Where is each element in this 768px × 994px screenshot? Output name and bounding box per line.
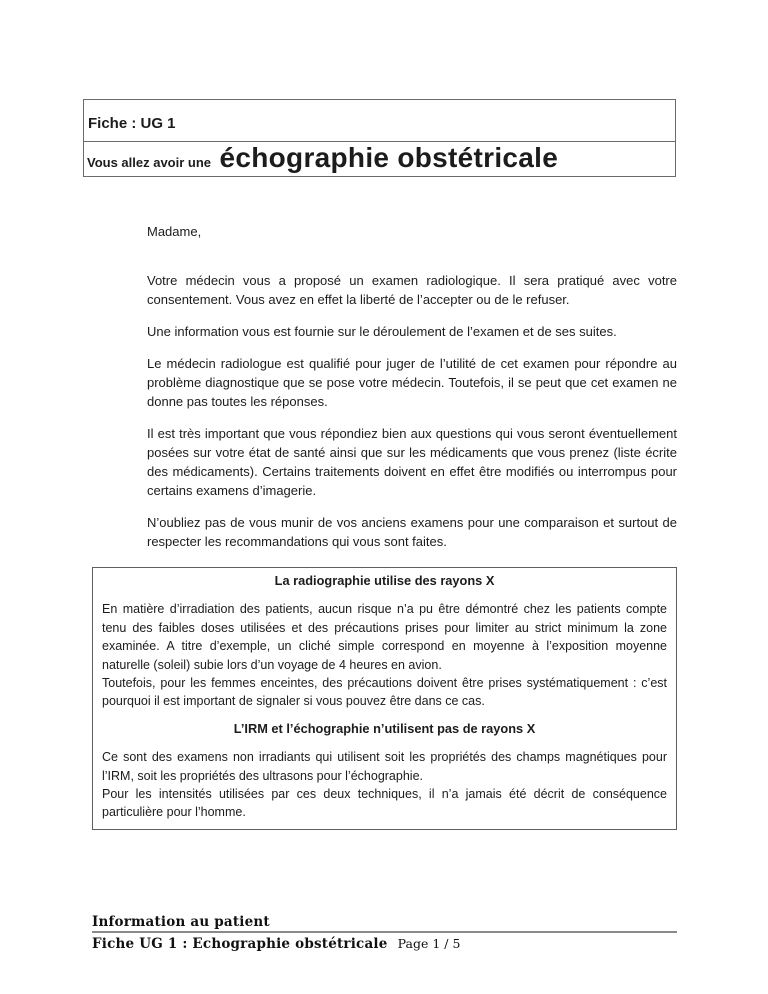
page-footer xyxy=(92,915,677,952)
fiche-code-cell xyxy=(84,100,675,142)
title-table xyxy=(83,99,676,177)
paragraph-irradiation: En matière d’irradiation des patients, aucun risque n’a pu être démontré chez les patients compte tenu des faibles doses utilisées et des précautions prises pour limiter au strict minimum la zone examinée. A titre d’exemple, un cliché simple correspond en moyenne à l’exposition moyenne naturelle (soleil) subie lors d’un voyage de 4 heures en avion. xyxy=(102,602,667,672)
section-heading-irm-echographie: L’IRM et l’échographie n’utilisent pas de rayons X xyxy=(233,720,536,736)
paragraph-information: Une information vous est fournie sur le déroulement de l’examen et de ses suites. xyxy=(147,324,617,339)
footer-doc-type: Information au patient xyxy=(92,914,270,930)
page-title: échographie obstétricale xyxy=(219,142,559,173)
radiation-info-box xyxy=(92,567,677,830)
fiche-code-label: Fiche : UG 1 xyxy=(88,115,176,132)
paragraph-questions: Il est très important que vous répondiez bien aux questions qui vous seront éventuellement posées sur votre état de santé ainsi que sur les médicaments que vous prenez (liste écrite des médicaments). Certains traitements doivent en effet être modifiés ou interrompus pour certains examens d’imagerie. xyxy=(147,426,677,498)
footer-line2 xyxy=(92,935,677,952)
document-title-cell xyxy=(84,142,675,176)
title-prefix: Vous allez avoir une xyxy=(87,155,212,170)
footer-fiche-title: Fiche UG 1 : Echographie obstétricale xyxy=(92,936,388,952)
salutation: Madame, xyxy=(147,224,202,239)
paragraph-radiologist: Le médecin radiologue est qualifié pour juger de l’utilité de cet examen pour répondre au problème diagnostique que se pose votre médecin. Toutefois, il se peut que cet examen ne donne pas toutes les réponses. xyxy=(147,356,677,409)
paragraph-intensites: Pour les intensités utilisées par ces deux techniques, il n’a jamais été décrit de conséquence particulière pour l’homme. xyxy=(102,787,667,820)
paragraph-femmes-enceintes: Toutefois, pour les femmes enceintes, des précautions doivent être prises systématiquement : c’est pourquoi il est important de signaler si vous pouvez être dans ce cas. xyxy=(102,676,667,709)
footer-page-number: Page 1 / 5 xyxy=(397,936,461,951)
section-heading-radiographie: La radiographie utilise des rayons X xyxy=(274,573,495,588)
letter-body xyxy=(147,222,677,551)
footer-divider xyxy=(92,931,677,933)
paragraph-reminder: N’oubliez pas de vous munir de vos anciens examens pour une comparaison et surtout de respecter les recommandations qui vous sont faites. xyxy=(147,515,677,549)
paragraph-non-irradiants: Ce sont des examens non irradiants qui utilisent soit les propriétés des champs magnétiques pour l’IRM, soit les propriétés des ultrasons pour l’échographie. xyxy=(102,750,667,783)
paragraph-consent: Votre médecin vous a proposé un examen radiologique. Il sera pratiqué avec votre consentement. Vous avez en effet la liberté de l’accepter ou de le refuser. xyxy=(147,273,677,307)
